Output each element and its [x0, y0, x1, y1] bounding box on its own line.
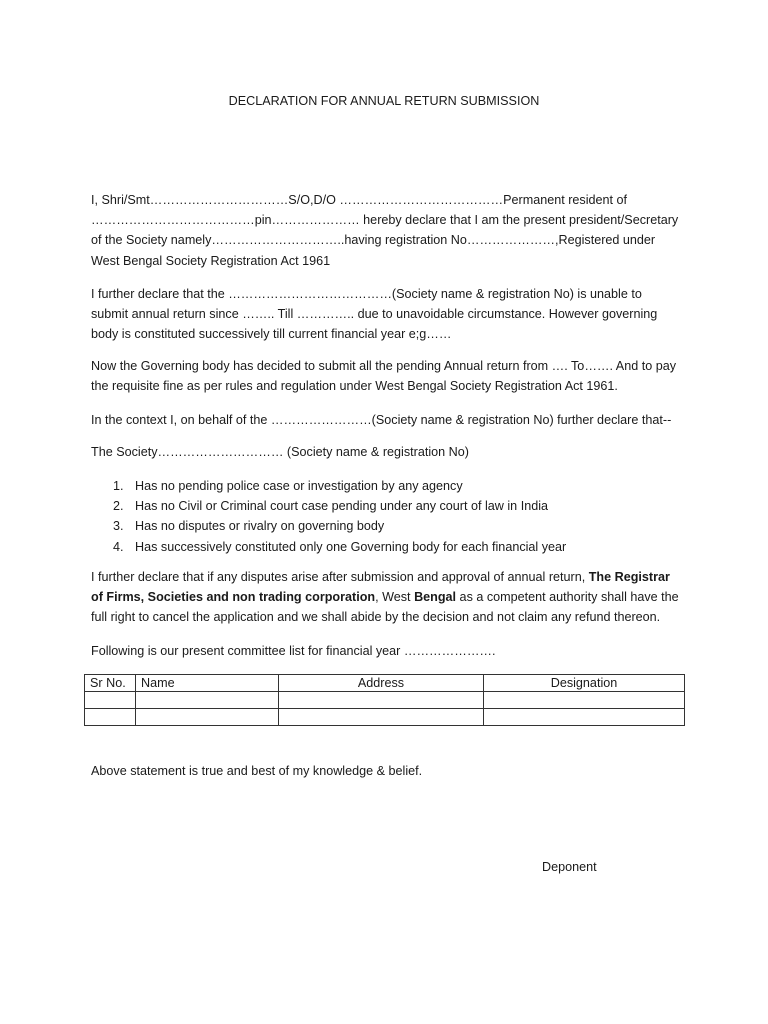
dispute-text: as a competent authority shall have the full right to cancel the application and we shall abide by the decision and not claim any refund thereon.	[91, 590, 679, 625]
list-item	[91, 496, 681, 516]
table-row	[85, 709, 685, 726]
declaration-list	[91, 476, 681, 557]
committee-intro: Following is our present committee list for financial year ………………….	[91, 644, 496, 658]
table-cell	[85, 709, 136, 726]
dispute-paragraph	[91, 567, 681, 628]
table-cell	[279, 692, 484, 709]
registrar-name: The Registrar of Firms, Societies and non trading corporation	[91, 570, 670, 605]
list-item	[91, 476, 681, 496]
declarant-paragraph: I, Shri/Smt……………………………S/O,D/O …………………………………Permanent resident of …………………………………pin………………… hereby declare that I am the present president/Secretary of the Society namely…………………………..having registration No…………………,Registered under West Bengal Society Registration Act 1961	[91, 193, 679, 268]
deponent-label: Deponent	[542, 860, 597, 874]
table-cell	[136, 692, 279, 709]
context-paragraph: In the context I, on behalf of the ……………………(Society name & registration No) further declare that--	[91, 413, 672, 427]
list-text: Has no Civil or Criminal court case pending under any court of law in India	[135, 499, 548, 514]
society-paragraph: The Society………………………… (Society name & registration No)	[91, 445, 469, 459]
list-number: 1.	[113, 479, 124, 493]
pending-return-paragraph: I further declare that the …………………………………(Society name & registration No) is unable to submit annual return since …….. Till ………….. due to unavoidable circumstance. However governing body is constituted successively till current financial year e;g……	[91, 287, 658, 342]
committee-table	[84, 674, 685, 726]
statement-line: Above statement is true and best of my knowledge & belief.	[91, 764, 423, 778]
column-header-designation: Designation	[484, 675, 685, 692]
column-header-name: Name	[136, 675, 279, 692]
dispute-text: , West	[375, 590, 415, 605]
column-header-address: Address	[279, 675, 484, 692]
list-number: 4.	[113, 539, 124, 554]
list-text: Has no disputes or rivalry on governing body	[135, 519, 385, 534]
table-cell	[484, 709, 685, 726]
list-item	[91, 516, 681, 536]
table-cell	[279, 709, 484, 726]
table-row	[85, 692, 685, 709]
column-header-sr-no: Sr No.	[85, 675, 136, 692]
state-name: Bengal	[414, 590, 457, 605]
table-cell	[484, 692, 685, 709]
list-number: 3.	[113, 519, 124, 534]
table-cell	[85, 692, 136, 709]
list-item	[91, 537, 681, 557]
document-title: DECLARATION FOR ANNUAL RETURN SUBMISSION	[228, 94, 540, 108]
table-cell	[136, 709, 279, 726]
list-text: Has successively constituted only one Governing body for each financial year	[135, 539, 567, 554]
governing-body-paragraph: Now the Governing body has decided to submit all the pending Annual return from …. To……. And to pay the requisite fine as per rules and regulation under West Bengal Society Registration Act 1961.	[91, 359, 677, 394]
list-number: 2.	[113, 499, 124, 514]
list-text: Has no pending police case or investigation by any agency	[135, 479, 463, 493]
dispute-text: I further declare that if any disputes arise after submission and approval of annual return,	[91, 570, 589, 584]
table-header-row	[85, 675, 685, 692]
